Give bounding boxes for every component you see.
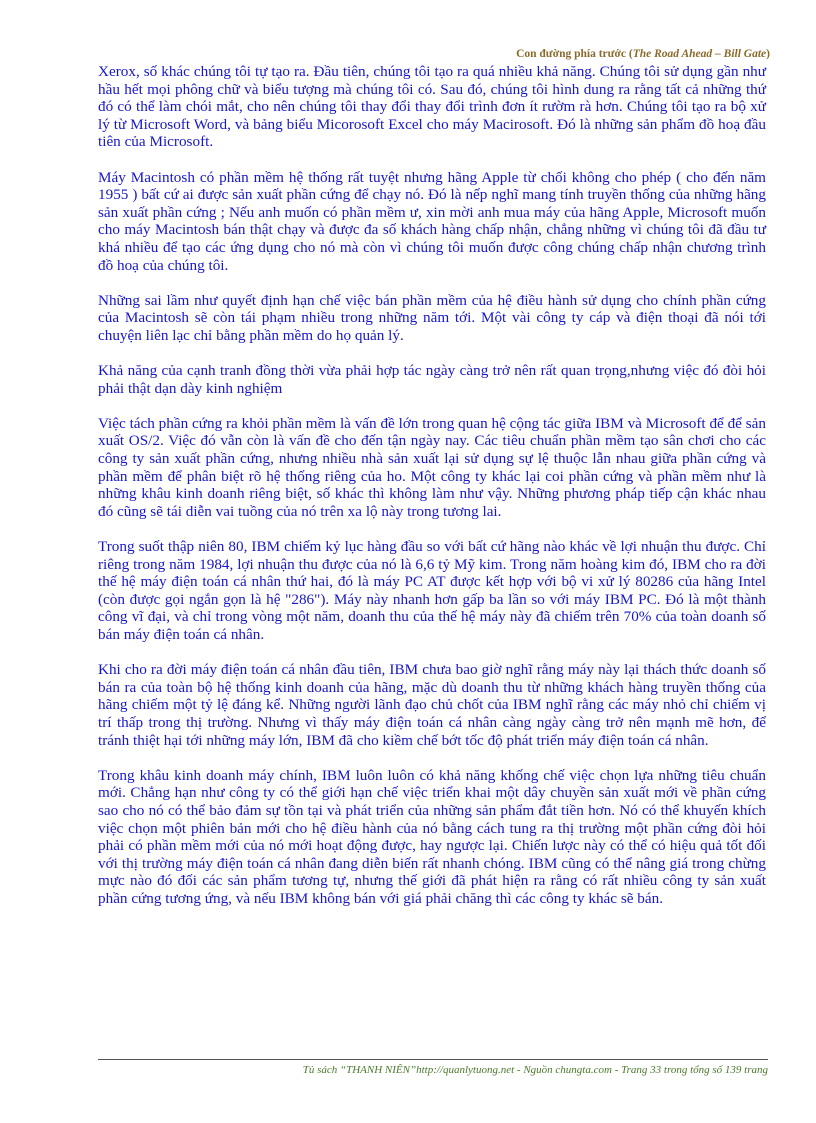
- body-text: [98, 63, 766, 925]
- page-footer: Tủ sách “THANH NIÊN”http://quanlytuong.net - Nguồn chungta.com - Trang 33 trong tổng số 139 trang: [302, 1064, 768, 1076]
- paragraph: Xerox, số khác chúng tôi tự tạo ra. Đầu tiên, chúng tôi tạo ra quá nhiều khả năng. Chúng tôi sử dụng gần như hầu hết mọi phông chữ và biểu tượng mà chúng tôi có. Sau đó, chúng tôi hình dung ra rằng tất cả những thứ đó có thể làm chói mắt, cho nên chúng tôi thay đổi thay đổi trình đơn ít rườm rà hơn. Chúng tôi tạo ra bộ xử lý từ Microsoft Word, và bảng biểu Micorosoft Excel cho máy Macirosoft. Đó là những sản phẩm đồ hoạ đầu tiên của Microsoft.: [98, 63, 766, 151]
- paragraph: Trong khâu kinh doanh máy chính, IBM luôn luôn có khả năng khống chế việc chọn lựa những tiêu chuẩn mới. Chẳng hạn như công ty có thể giới hạn chế việc triển khai một dây chuyền sản xuất mới về phần cứng sao cho nó có thể bảo đảm sự tồn tại và phát triển của những sản phẩm đắt tiền hơn. Nó có thể khuyến khích việc chọn một phiên bản mới cho hệ điều hành của nó bằng cách tung ra thị trường một phần cứng đòi hỏi phải có phần mềm mới của nó mới hoạt động được, hay ngược lại. Chiến lược này có thể có hiệu quả tốt đối với thị trường máy điện toán cá nhân đang diễn biến rất nhanh chóng. IBM cũng có thể nâng giá trong chừng mực nào đó đối các sản phẩm tương tự, nhưng thế giới đã phát hiện ra rằng có rất nhiều công ty sản xuất phần cứng tương ứng, và nếu IBM không bán với giá phải chăng thì các công ty khác sẽ bán.: [98, 766, 766, 907]
- header-title-suffix: ): [766, 48, 770, 60]
- header-title-prefix: Con đường phía trước (: [516, 48, 633, 60]
- header-title-italic: The Road Ahead – Bill Gate: [632, 48, 767, 60]
- paragraph: Trong suốt thập niên 80, IBM chiếm kỷ lục hàng đầu so với bất cứ hãng nào khác về lợi nhuận thu được. Chỉ riêng trong năm 1984, lợi nhuận thu được của nó là 6,6 tỷ Mỹ kim. Trong năm hoàng kim đó, IBM cho ra đời thế hệ máy điện toán cá nhân thứ hai, đó là máy PC AT được kết hợp với bộ vi xử lý 80286 của hãng Intel (còn được gọi ngắn gọn là hệ "286"). Máy này nhanh hơn gấp ba lần so với máy IBM PC. Đó là một thành công vĩ đại, và chỉ trong vòng một năm, doanh thu của thế hệ máy này đã chiếm trên 70% của toàn doanh số bán máy điện toán cá nhân.: [98, 538, 766, 643]
- paragraph: Việc tách phần cứng ra khỏi phần mềm là vấn đề lớn trong quan hệ cộng tác giữa IBM và Microsoft để để sản xuất OS/2. Việc đó vẫn còn là vấn đề cho đến tận ngày nay. Các tiêu chuẩn phần mềm tạo sân chơi cho các công ty sản xuất phần cứng, nhưng nhiều nhà sản xuất lại sử dụng sự lệ thuộc lẫn nhau giữa phần cứng và phần mềm để phân biệt rõ hệ thống riêng của ho. Một công ty khác lại coi phần cứng và phần mềm như là những khâu kinh doanh riêng biệt, số khác thì không làm như vậy. Những phương pháp tiếp cận khác nhau đó cũng sẽ tái diễn vai tuồng của nó trên xa lộ này trong tương lai.: [98, 414, 766, 520]
- paragraph: Máy Macintosh có phần mềm hệ thống rất tuyệt nhưng hãng Apple từ chối không cho phép ( cho đến năm 1955 ) bất cứ ai được sản xuất phần cứng để chạy nó. Đó là nếp nghĩ mang tính truyền thống của những hãng sản xuất phần cứng ; Nếu anh muốn có phần mềm ư, xin mời anh mua máy của hãng Apple, Microsoft muốn cho máy Macintosh bán thật chạy và được đa số khách hàng chấp nhận, chẳng những vì chúng tôi đã đầu tư khá nhiều để tạo các ứng dụng cho nó mà còn vì chúng tôi muốn được công chúng chấp nhận chương trình đồ hoạ của chúng tôi.: [98, 168, 766, 274]
- footer-divider: [98, 1059, 768, 1060]
- running-header: [92, 48, 770, 60]
- paragraph: Khả năng của cạnh tranh đồng thời vừa phải hợp tác ngày càng trở nên rất quan trọng,nhưng việc đó đòi hỏi phải thật dạn dày kinh nghiệm: [98, 362, 766, 397]
- paragraph: Khi cho ra đời máy điện toán cá nhân đầu tiên, IBM chưa bao giờ nghĩ rằng máy này lại thách thức doanh số bán ra của toàn bộ hệ thống kinh doanh của hãng, mặc dù doanh thu từ những khách hàng truyền thống của hãng chiếm một tỷ lệ đáng kể. Những người lãnh đạo chủ chốt của IBM nghĩ rằng các máy nhỏ chỉ chiếm vị trí thấp trong thị trường. Nhưng vì thấy máy điện toán cá nhân càng ngày càng trở nên mạnh mẽ hơn, để tránh thiệt hại tới những máy lớn, IBM đã cho kiềm chế bớt tốc độ phát triển máy điện toán cá nhân.: [98, 661, 766, 749]
- paragraph: Những sai lầm như quyết định hạn chế việc bán phần mềm của hệ điều hành sử dụng cho chính phần cứng của Macintosh sẽ còn tái phạm nhiều trong những năm tới. Một vài công ty cáp và điện thoại đã nói tới chuyện liên lạc chỉ bằng phần mềm do họ quản lý.: [98, 291, 766, 344]
